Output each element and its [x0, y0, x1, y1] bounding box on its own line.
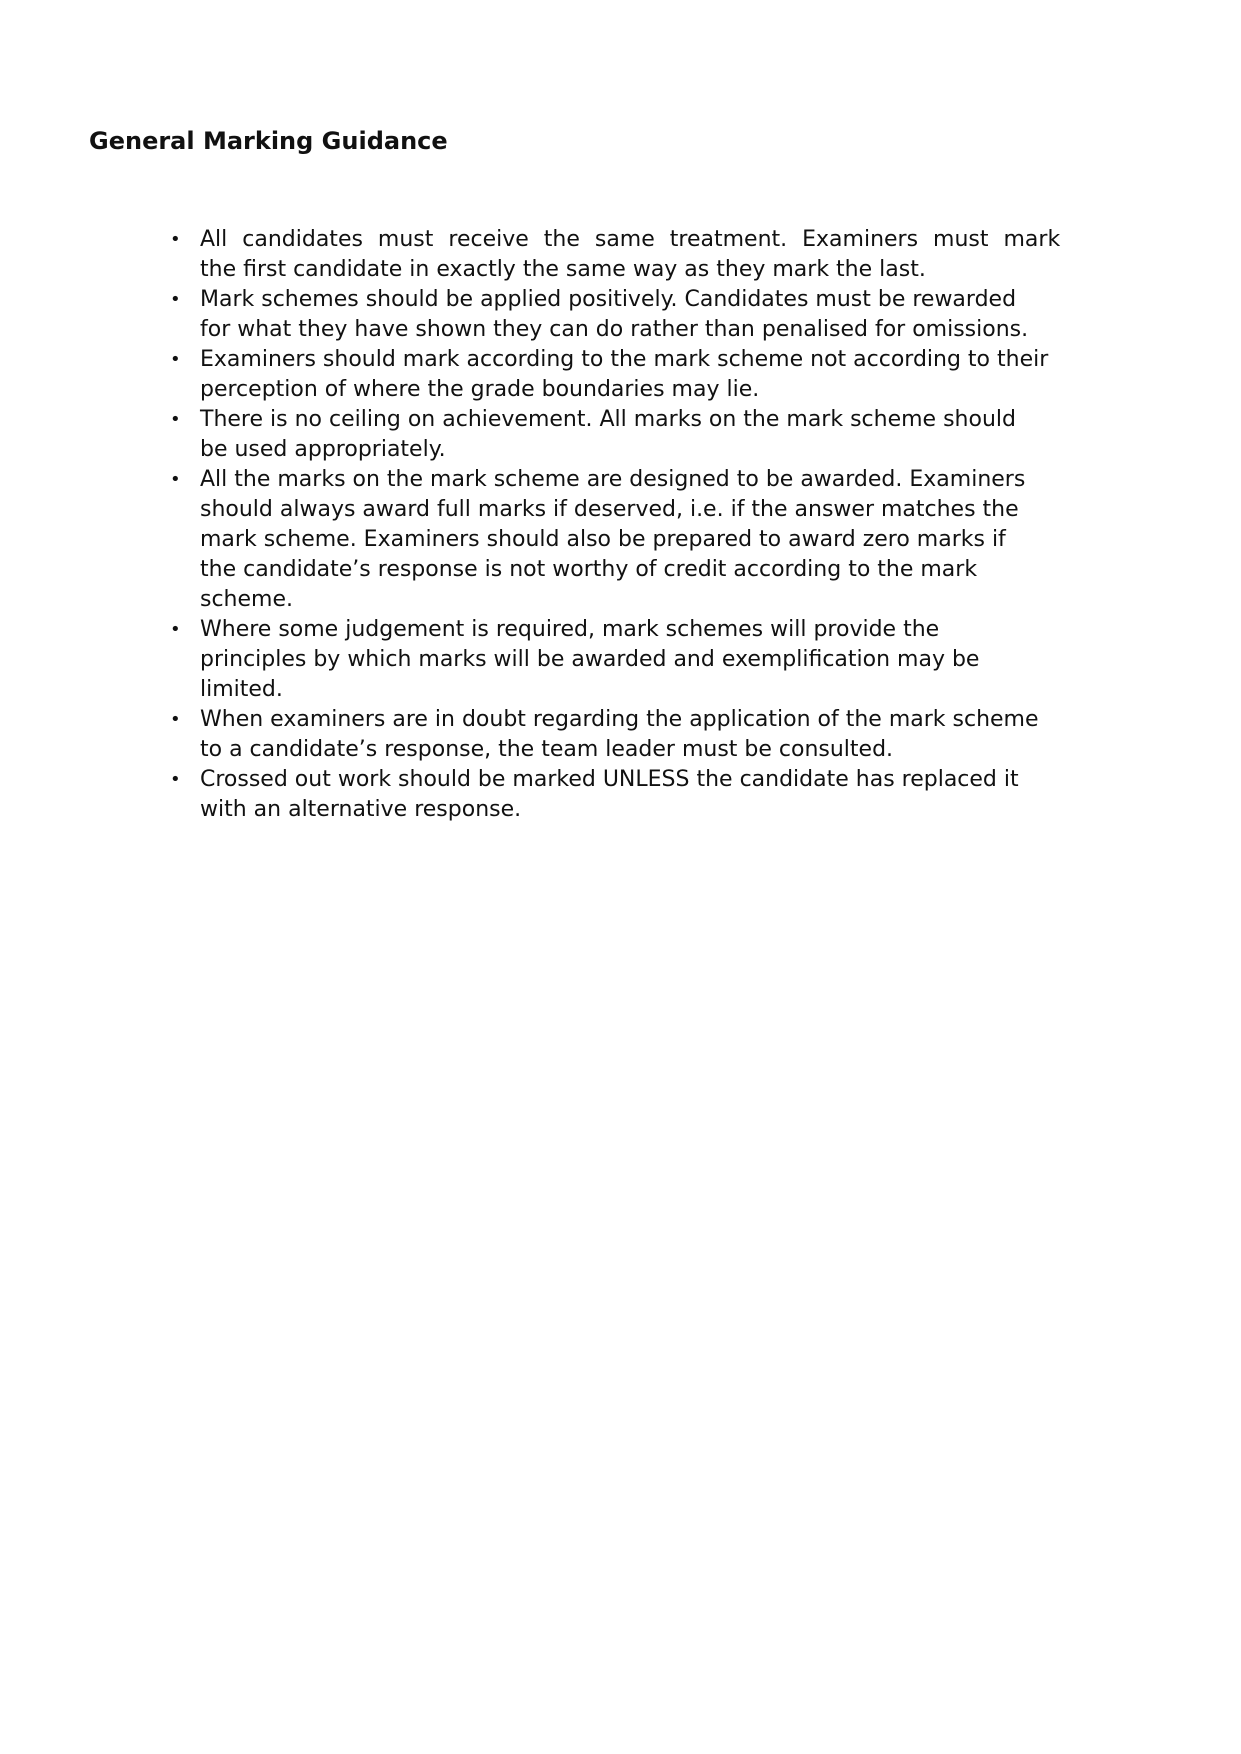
list-item-line: should always award full marks if deserved, i.e. if the answer matches the	[200, 497, 1019, 522]
list-item-line: be used appropriately.	[200, 437, 446, 462]
list-item-line: All the marks on the mark scheme are designed to be awarded. Examiners	[200, 467, 1026, 492]
bullet-icon: •	[170, 709, 181, 730]
list-item	[170, 345, 1100, 405]
list-item	[170, 225, 1100, 285]
list-item-line: Examiners should mark according to the mark scheme not according to their	[200, 347, 1049, 372]
list-item-line: mark scheme. Examiners should also be prepared to award zero marks if	[200, 527, 1006, 552]
list-item-line: to a candidate’s response, the team leader must be consulted.	[200, 737, 894, 762]
list-item	[170, 465, 1100, 615]
list-item-line: with an alternative response.	[200, 797, 522, 822]
bullet-icon: •	[170, 289, 181, 310]
list-item-line: There is no ceiling on achievement. All marks on the mark scheme should	[200, 407, 1016, 432]
bullet-icon: •	[170, 619, 181, 640]
list-item-line: for what they have shown they can do rather than penalised for omissions.	[200, 317, 1029, 342]
list-item-line: Crossed out work should be marked UNLESS the candidate has replaced it	[200, 767, 1019, 792]
bullet-icon: •	[170, 769, 181, 790]
bullet-icon: •	[170, 409, 181, 430]
bullet-icon: •	[170, 229, 181, 250]
list-item	[170, 405, 1100, 465]
list-item-line: Where some judgement is required, mark schemes will provide the	[200, 617, 940, 642]
list-item	[170, 285, 1100, 345]
bullet-icon: •	[170, 349, 181, 370]
list-item-line: scheme.	[200, 587, 293, 612]
page-title: General Marking Guidance	[89, 127, 448, 155]
list-item	[170, 705, 1100, 765]
list-item-line: All candidates must receive the same treatment. Examiners must mark	[200, 227, 1061, 252]
list-item-line: the candidate’s response is not worthy of credit according to the mark	[200, 557, 978, 582]
list-item-line: Mark schemes should be applied positively. Candidates must be rewarded	[200, 287, 1017, 312]
list-item	[170, 615, 1100, 705]
list-item-line: limited.	[200, 677, 283, 702]
list-item-line: perception of where the grade boundaries may lie.	[200, 377, 760, 402]
list-item-line: principles by which marks will be awarded and exemplification may be	[200, 647, 980, 672]
list-item	[170, 765, 1100, 825]
bullet-icon: •	[170, 469, 181, 490]
list-item-line: When examiners are in doubt regarding the application of the mark scheme	[200, 707, 1039, 732]
guidance-list	[170, 225, 1100, 825]
list-item-line: the first candidate in exactly the same way as they mark the last.	[200, 257, 926, 282]
